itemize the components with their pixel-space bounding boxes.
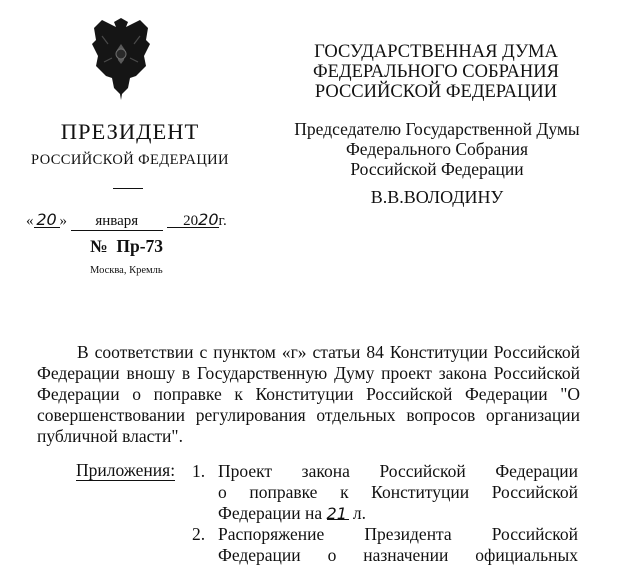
attachment-pages-prefix: Федерации на <box>218 503 323 523</box>
divider <box>113 188 143 189</box>
date-day: 20 <box>36 210 57 229</box>
attachment-item <box>192 524 578 566</box>
addressee-org-line: РОССИЙСКОЙ ФЕДЕРАЦИИ <box>314 82 558 102</box>
addressee-org-line: ФЕДЕРАЛЬНОГО СОБРАНИЯ <box>313 62 559 82</box>
attachment-line: Проект закона Российской Федерации <box>218 461 578 481</box>
attachment-line: Распоряжение Президента Российской <box>218 524 578 544</box>
attachment-number: 1. <box>192 461 206 481</box>
attachment-line: о поправке к Конституции Российской <box>218 482 578 502</box>
addressee-org-line: ГОСУДАРСТВЕННАЯ ДУМА <box>314 42 558 62</box>
addressee-line: Российской Федерации <box>350 159 524 179</box>
double-headed-eagle-icon <box>88 14 154 100</box>
addressee-name: В.В.ВОЛОДИНУ <box>370 187 504 207</box>
place-of-issue: Москва, Кремль <box>90 265 163 276</box>
date-year-mark: г. <box>218 213 227 229</box>
addressee-line: Федерального Собрания <box>345 139 529 159</box>
document-number <box>90 236 163 257</box>
addressee-line: Председателю Государственной Думы <box>294 119 580 139</box>
document-number-prefix: № <box>90 236 108 256</box>
attachment-number: 2. <box>192 524 206 544</box>
sender-subtitle: РОССИЙСКОЙ ФЕДЕРАЦИИ <box>31 152 229 168</box>
attachments-label: Приложения: <box>76 460 176 480</box>
date-open-quote: « <box>26 213 34 229</box>
date-month: января <box>95 213 139 229</box>
body-paragraph: В соответствии с пунктом «г» статьи 84 Конституции Российской Федерации вношу в Государственную Думу проект закона Российской Федерации о поправке к Конституции Российской Федерации "О совершенствовании регулирования отдельных вопросов организации публичной власти". <box>37 342 580 446</box>
attachment-line: Федерации о назначении официальных <box>218 545 578 565</box>
date-line <box>26 210 227 231</box>
date-year-prefix: 20 <box>183 213 199 229</box>
date-year-suffix: 20 <box>198 210 219 229</box>
attachment-pages-suffix: л. <box>352 503 367 523</box>
date-close-quote: » <box>59 213 67 229</box>
document-number-value: Пр-73 <box>116 236 164 256</box>
attachment-line <box>218 503 578 524</box>
sender-title: ПРЕЗИДЕНТ <box>60 119 200 144</box>
attachment-pages: 21 <box>326 504 347 523</box>
attachment-item <box>192 461 578 524</box>
